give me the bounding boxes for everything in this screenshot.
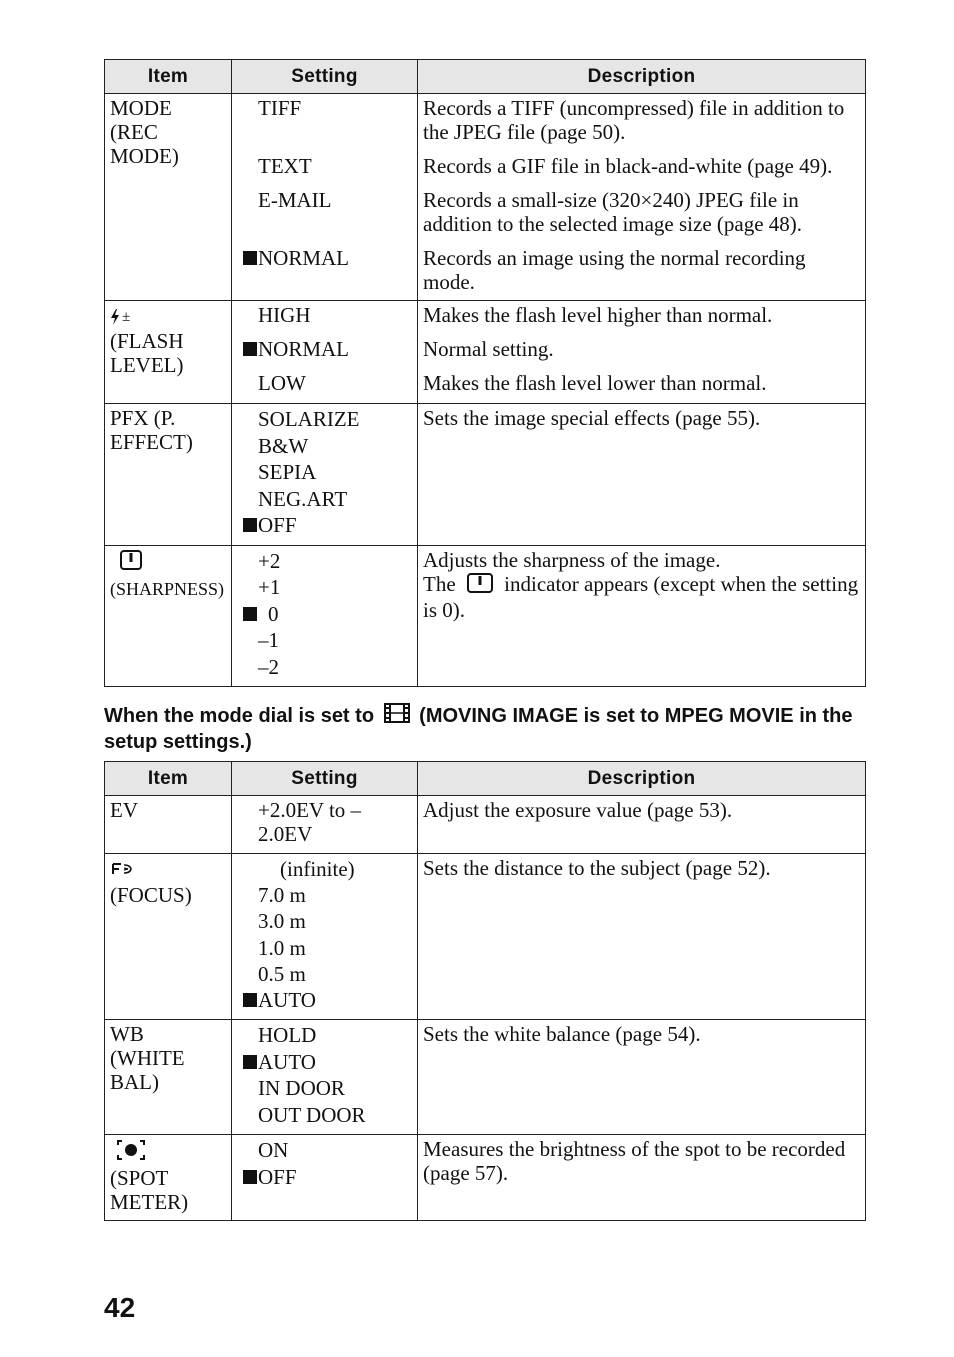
desc-sharpness-line2: The indicator appears (except when the setting is 0). bbox=[423, 571, 859, 623]
table-row-spot-meter bbox=[105, 1135, 866, 1221]
default-marker bbox=[243, 1170, 257, 1184]
default-marker bbox=[243, 342, 257, 356]
setting-in-door: IN DOOR bbox=[258, 1076, 345, 1101]
table-row-flash-level bbox=[105, 301, 866, 404]
description-cell bbox=[418, 301, 866, 404]
setting-high: HIGH bbox=[258, 303, 311, 327]
setting-tiff: TIFF bbox=[258, 96, 302, 120]
item-cell bbox=[105, 404, 232, 546]
setting-infinite: (infinite) bbox=[280, 857, 355, 881]
table-header-row bbox=[105, 60, 866, 94]
setting-zero: 0 bbox=[268, 601, 279, 626]
setting-auto: AUTO bbox=[258, 1049, 316, 1074]
setting-text: TEXT bbox=[258, 154, 312, 178]
desc-normal: Normal setting. bbox=[423, 337, 554, 361]
description-cell bbox=[418, 854, 866, 1020]
setting-off: OFF bbox=[258, 1164, 297, 1189]
item-name: (FOCUS) bbox=[110, 883, 192, 908]
table-row-white-balance bbox=[105, 1020, 866, 1135]
setting-cell bbox=[232, 404, 418, 546]
desc-ev: Adjust the exposure value (page 53). bbox=[423, 798, 733, 822]
setting-auto: AUTO bbox=[258, 988, 316, 1013]
header-item: Item bbox=[105, 60, 232, 94]
desc-high: Makes the flash level higher than normal. bbox=[423, 303, 773, 327]
item-name: EV bbox=[110, 798, 138, 822]
spot-meter-icon bbox=[116, 1139, 146, 1166]
table-row-sharpness bbox=[105, 545, 866, 687]
setting-minus-2: –2 bbox=[258, 654, 279, 679]
focus-icon bbox=[110, 859, 134, 883]
item-name: (SPOT METER) bbox=[110, 1166, 189, 1215]
setting-bw: B&W bbox=[258, 433, 309, 458]
setting-cell bbox=[232, 854, 418, 1020]
table-row-focus bbox=[105, 854, 866, 1020]
item-name: WB (WHITE BAL) bbox=[110, 1022, 185, 1095]
table-header-row bbox=[105, 762, 866, 796]
default-marker bbox=[243, 993, 257, 1007]
header-description: Description bbox=[418, 762, 866, 796]
setting-minus-1: –1 bbox=[258, 628, 279, 652]
setting-email: E-MAIL bbox=[258, 188, 332, 212]
settings-table-still bbox=[104, 59, 866, 687]
desc-text: Records a GIF file in black-and-white (page 49). bbox=[423, 154, 833, 178]
item-cell bbox=[105, 301, 232, 404]
page-number: 42 bbox=[104, 1292, 136, 1323]
setting-05m: 0.5 m bbox=[258, 961, 306, 986]
default-marker bbox=[243, 607, 257, 621]
setting-cell bbox=[232, 1020, 418, 1135]
setting-cell bbox=[232, 796, 418, 854]
item-cell bbox=[105, 796, 232, 854]
setting-1m: 1.0 m bbox=[258, 935, 306, 960]
setting-on: ON bbox=[258, 1138, 289, 1163]
desc-focus: Sets the distance to the subject (page 52). bbox=[423, 856, 771, 880]
setting-7m: 7.0 m bbox=[258, 883, 306, 908]
desc-sharpness-line1: Adjusts the sharpness of the image. bbox=[423, 547, 721, 572]
sharpness-icon bbox=[120, 550, 142, 575]
setting-off: OFF bbox=[258, 513, 297, 537]
description-cell bbox=[418, 404, 866, 546]
item-name: (FLASH LEVEL) bbox=[110, 329, 184, 378]
setting-neg-art: NEG.ART bbox=[258, 486, 348, 511]
header-setting: Setting bbox=[232, 60, 418, 94]
default-marker bbox=[243, 1055, 257, 1069]
sharpness-icon bbox=[467, 573, 493, 598]
settings-table-movie bbox=[104, 761, 866, 1221]
section-heading: When the mode dial is set to (MOVING IMAGE is set to MPEG MOVIE in the setup settings.) bbox=[104, 704, 853, 753]
setting-cell bbox=[232, 1135, 418, 1221]
desc-spot: Measures the brightness of the spot to be recorded (page 57). bbox=[423, 1137, 846, 1186]
item-cell bbox=[105, 1135, 232, 1221]
setting-hold: HOLD bbox=[258, 1023, 317, 1048]
setting-out-door: OUT DOOR bbox=[258, 1102, 366, 1127]
description-cell bbox=[418, 94, 866, 301]
item-cell bbox=[105, 94, 232, 301]
setting-normal: NORMAL bbox=[258, 246, 350, 270]
header-item: Item bbox=[105, 762, 232, 796]
setting-ev-range: +2.0EV to –2.0EV bbox=[258, 798, 362, 846]
item-name: PFX (P. EFFECT) bbox=[110, 406, 193, 454]
movie-film-icon bbox=[384, 703, 410, 730]
header-description: Description bbox=[418, 60, 866, 94]
description-cell bbox=[418, 545, 866, 687]
description-cell bbox=[418, 1020, 866, 1135]
desc-normal: Records an image using the normal recording mode. bbox=[423, 246, 806, 294]
setting-solarize: SOLARIZE bbox=[258, 407, 360, 431]
header-setting: Setting bbox=[232, 762, 418, 796]
desc-pfx: Sets the image special effects (page 55). bbox=[423, 406, 761, 430]
flash-level-icon: ± bbox=[110, 305, 130, 329]
table-row-ev bbox=[105, 796, 866, 854]
setting-plus-1: +1 bbox=[258, 575, 281, 599]
setting-low: LOW bbox=[258, 371, 306, 395]
default-marker bbox=[243, 518, 257, 532]
item-name: (SHARPNESS) bbox=[110, 578, 225, 599]
item-cell bbox=[105, 545, 232, 687]
item-name: MODE (REC MODE) bbox=[110, 96, 179, 168]
item-cell bbox=[105, 854, 232, 1020]
setting-cell bbox=[232, 301, 418, 404]
desc-tiff: Records a TIFF (uncompressed) file in addition to the JPEG file (page 50). bbox=[423, 96, 845, 144]
setting-cell bbox=[232, 545, 418, 687]
setting-3m: 3.0 m bbox=[258, 909, 306, 934]
desc-low: Makes the flash level lower than normal. bbox=[423, 371, 767, 395]
setting-normal: NORMAL bbox=[258, 337, 350, 361]
description-cell bbox=[418, 1135, 866, 1221]
setting-sepia: SEPIA bbox=[258, 460, 317, 484]
setting-cell bbox=[232, 94, 418, 301]
table-row-pfx bbox=[105, 404, 866, 546]
table-row-mode bbox=[105, 94, 866, 301]
desc-email: Records a small-size (320×240) JPEG file in addition to the selected image size (page 48). bbox=[423, 188, 803, 236]
setting-plus-2: +2 bbox=[258, 548, 281, 573]
description-cell bbox=[418, 796, 866, 854]
default-marker bbox=[243, 251, 257, 265]
item-cell bbox=[105, 1020, 232, 1135]
desc-wb: Sets the white balance (page 54). bbox=[423, 1022, 701, 1047]
